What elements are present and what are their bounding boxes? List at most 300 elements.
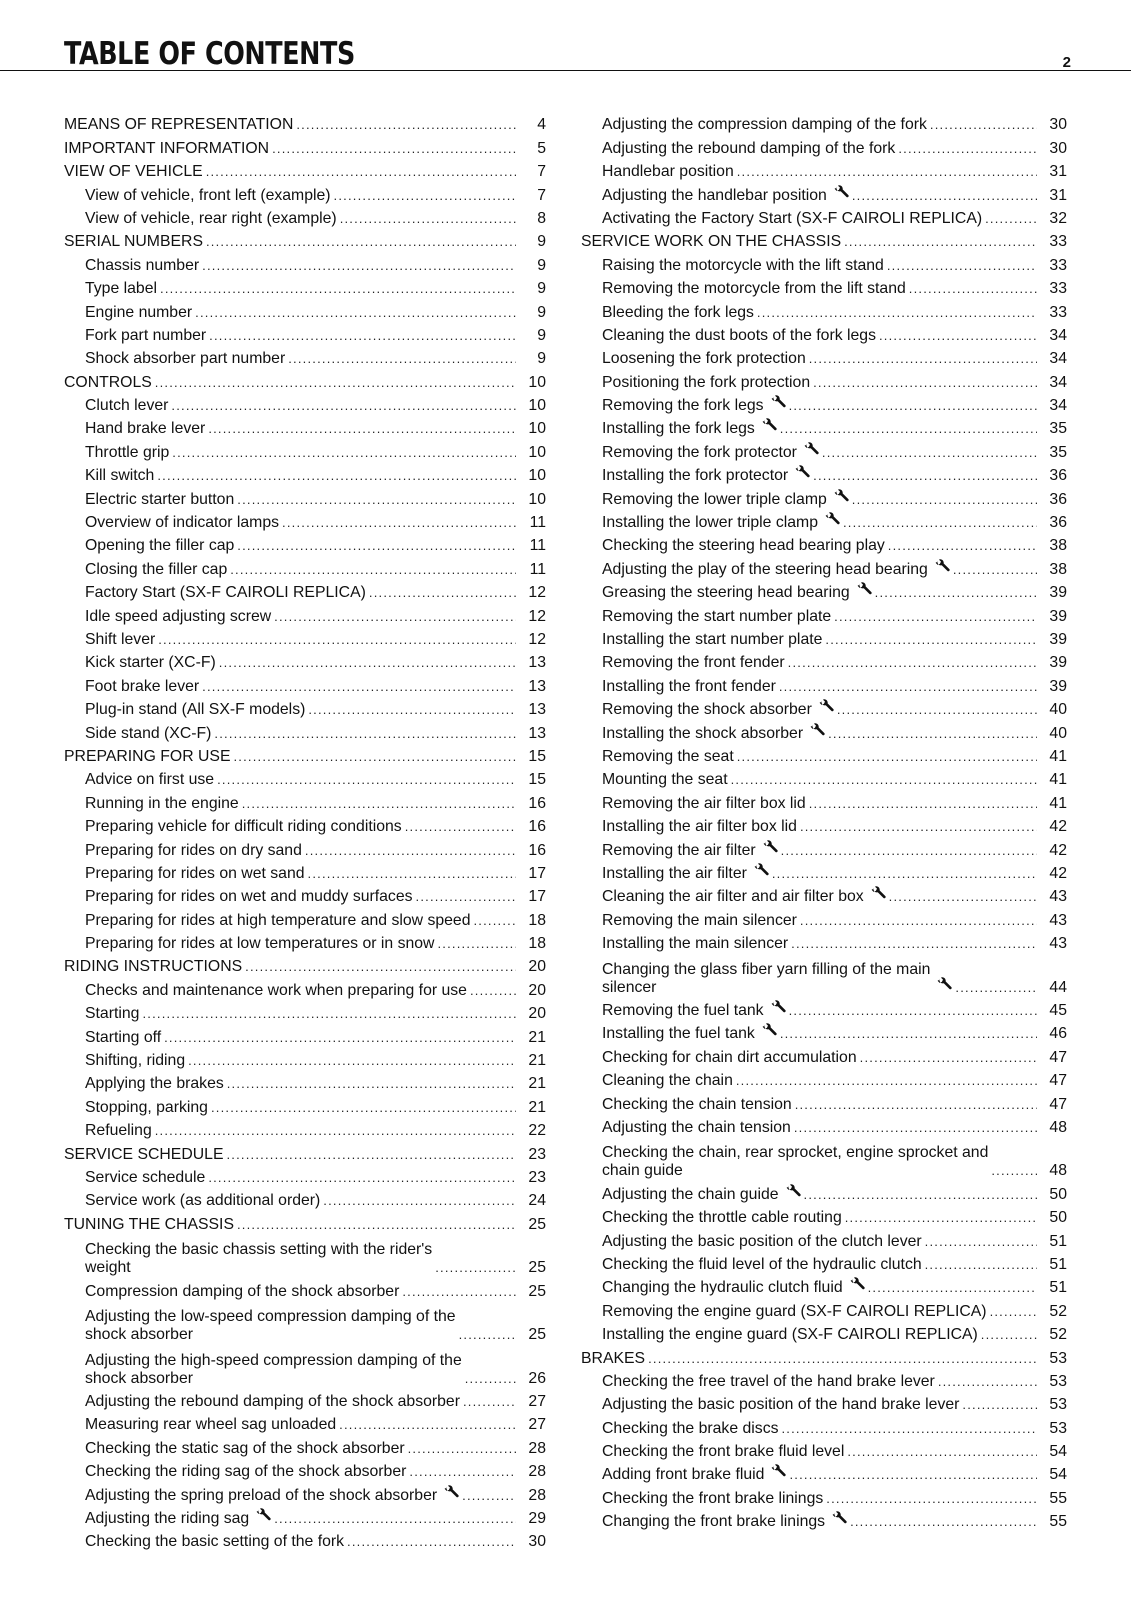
dot-leader — [925, 1233, 1037, 1251]
toc-entry[interactable] — [581, 1090, 1067, 1113]
dot-leader — [847, 1443, 1037, 1461]
toc-page-number: 42 — [1049, 818, 1067, 836]
toc-entry-title: Mounting the seat — [602, 771, 728, 789]
dot-leader — [781, 842, 1037, 860]
dot-leader — [237, 491, 516, 509]
dot-leader — [789, 1466, 1037, 1484]
toc-page-number: 36 — [1049, 490, 1067, 508]
toc-entry[interactable] — [581, 813, 1067, 836]
toc-entry[interactable] — [64, 579, 546, 602]
toc-entry[interactable] — [64, 1000, 546, 1023]
toc-entry[interactable] — [581, 1484, 1067, 1507]
dot-leader — [953, 561, 1037, 579]
toc-entry-title: Applying the brakes — [85, 1075, 224, 1093]
toc-entry[interactable] — [64, 532, 546, 555]
toc-section-entry[interactable] — [64, 1210, 546, 1233]
toc-section-entry[interactable] — [581, 228, 1067, 251]
dot-leader — [898, 140, 1037, 158]
toc-entry-title: Preparing for rides at high temperature and slow speed — [85, 911, 471, 929]
toc-page-number: 9 — [537, 233, 546, 251]
toc-page-number: 47 — [1049, 1048, 1067, 1066]
toc-entry[interactable] — [581, 532, 1067, 555]
toc-entry[interactable] — [64, 1023, 546, 1046]
toc-page-number: 16 — [528, 818, 546, 836]
toc-page-number: 53 — [1049, 1419, 1067, 1437]
toc-entry-title: Factory Start (SX-F CAIROLI REPLICA) — [85, 584, 366, 602]
dot-leader — [852, 491, 1037, 509]
toc-entry-title: Installing the fuel tank — [602, 1025, 755, 1043]
toc-entry[interactable] — [581, 205, 1067, 228]
dot-leader — [731, 771, 1037, 789]
dot-leader — [155, 374, 516, 392]
toc-entry[interactable] — [581, 649, 1067, 672]
toc-page-number: 20 — [528, 981, 546, 999]
toc-right-column — [581, 111, 1067, 1531]
toc-entry-title: Activating the Factory Start (SX-F CAIROLI REPLICA) — [602, 209, 983, 227]
toc-entry-title: Preparing for rides on wet sand — [85, 864, 305, 882]
toc-entry[interactable] — [581, 111, 1067, 134]
toc-entry[interactable] — [64, 485, 546, 508]
dot-leader — [242, 795, 516, 813]
toc-entry[interactable] — [581, 906, 1067, 929]
toc-page-number: 10 — [528, 467, 546, 485]
toc-entry[interactable] — [581, 1204, 1067, 1227]
toc-entry-title: Checking the steering head bearing play — [602, 537, 885, 555]
dot-leader — [804, 1186, 1037, 1204]
toc-entry-title: Installing the fork legs — [602, 420, 755, 438]
toc-entry[interactable] — [581, 1227, 1067, 1250]
toc-entry[interactable] — [581, 883, 1067, 906]
toc-page-number: 55 — [1049, 1513, 1067, 1531]
wrench-icon — [832, 1511, 847, 1531]
dot-leader — [789, 1002, 1037, 1020]
toc-entry[interactable] — [581, 579, 1067, 602]
dot-leader — [779, 678, 1037, 696]
toc-entry[interactable] — [64, 766, 546, 789]
toc-entry[interactable] — [64, 696, 546, 719]
toc-entry[interactable] — [64, 602, 546, 625]
dot-leader — [437, 935, 516, 953]
toc-page-number: 28 — [528, 1486, 546, 1504]
toc-entry-title: Kick starter (XC-F) — [85, 654, 216, 672]
toc-entry[interactable] — [64, 555, 546, 578]
toc-entry-title: Checking the brake discs — [602, 1419, 779, 1437]
toc-entry[interactable] — [581, 1251, 1067, 1274]
toc-entry-title: View of vehicle, front left (example) — [85, 186, 331, 204]
toc-entry[interactable] — [64, 509, 546, 532]
toc-entry[interactable] — [64, 1234, 546, 1278]
toc-page-number: 50 — [1049, 1185, 1067, 1203]
toc-entry-title: Foot brake lever — [85, 677, 200, 695]
dot-leader — [772, 865, 1037, 883]
toc-entry[interactable] — [64, 438, 546, 461]
toc-entry[interactable] — [581, 345, 1067, 368]
toc-entry[interactable] — [64, 1164, 546, 1187]
dot-leader — [470, 982, 516, 1000]
toc-entry-title: Changing the front brake linings — [602, 1513, 826, 1531]
toc-page-number: 9 — [537, 326, 546, 344]
toc-entry[interactable] — [581, 1368, 1067, 1391]
toc-page-number: 55 — [1049, 1489, 1067, 1507]
toc-entry[interactable] — [64, 1528, 546, 1551]
wrench-icon — [857, 582, 872, 602]
toc-entry-title: Plug-in stand (All SX-F models) — [85, 701, 306, 719]
toc-page-number: 46 — [1049, 1025, 1067, 1043]
toc-entry[interactable] — [64, 1344, 546, 1388]
toc-entry[interactable] — [581, 134, 1067, 157]
toc-entry[interactable] — [581, 930, 1067, 953]
toc-entry-title: Installing the air filter box lid — [602, 818, 797, 836]
toc-entry[interactable] — [581, 322, 1067, 345]
toc-entry[interactable] — [64, 415, 546, 438]
toc-entry[interactable] — [581, 298, 1067, 321]
toc-entry[interactable] — [581, 275, 1067, 298]
toc-entry[interactable] — [64, 1070, 546, 1093]
toc-entry[interactable] — [64, 860, 546, 883]
wrench-icon — [444, 1485, 459, 1505]
toc-entry[interactable] — [64, 1388, 546, 1411]
dot-leader — [435, 1259, 516, 1277]
toc-entry-title: Changing the hydraulic clutch fluid — [602, 1279, 843, 1297]
toc-entry-title: Electric starter button — [85, 490, 235, 508]
toc-entry-title: BRAKES — [581, 1349, 646, 1367]
toc-entry[interactable] — [64, 181, 546, 204]
toc-page-number: 9 — [537, 256, 546, 274]
dot-leader — [227, 1075, 516, 1093]
dot-leader — [462, 1487, 516, 1505]
toc-page-number: 39 — [1049, 630, 1067, 648]
wrench-icon — [762, 418, 777, 438]
toc-entry-title: Side stand (XC-F) — [85, 724, 212, 742]
dot-leader — [237, 1216, 516, 1234]
toc-page-number: 33 — [1049, 280, 1067, 298]
toc-entry-title: Changing the glass fiber yarn filling of the main silencer — [602, 960, 931, 996]
toc-entry-title: Checking the basic chassis setting with the rider's weight — [85, 1241, 433, 1277]
toc-entry-title: Adjusting the chain tension — [602, 1118, 791, 1136]
wrench-icon — [754, 863, 769, 883]
toc-entry-title: Refueling — [85, 1122, 152, 1140]
toc-page-number: 41 — [1049, 771, 1067, 789]
toc-section-entry[interactable] — [581, 1344, 1067, 1367]
dot-leader — [757, 304, 1037, 322]
toc-page-number: 35 — [1049, 420, 1067, 438]
toc-entry-title: Adjusting the handlebar position — [602, 186, 827, 204]
toc-entry[interactable] — [581, 1461, 1067, 1484]
toc-entry[interactable] — [64, 1434, 546, 1457]
dot-leader — [465, 1370, 516, 1388]
toc-entry[interactable] — [581, 1114, 1067, 1137]
wrench-icon — [834, 489, 849, 509]
toc-entry[interactable] — [64, 789, 546, 812]
toc-entry[interactable] — [64, 649, 546, 672]
toc-entry-title: Adjusting the play of the steering head bearing — [602, 560, 928, 578]
toc-entry-title: Hand brake lever — [85, 420, 206, 438]
toc-page-number: 22 — [528, 1122, 546, 1140]
wrench-icon — [256, 1508, 271, 1528]
toc-page-number: 39 — [1049, 654, 1067, 672]
toc-section-entry[interactable] — [64, 228, 546, 251]
toc-entry[interactable] — [581, 1137, 1067, 1181]
toc-entry[interactable] — [64, 1277, 546, 1300]
toc-entry[interactable] — [64, 275, 546, 298]
wrench-icon — [825, 512, 840, 532]
toc-page-number: 40 — [1049, 701, 1067, 719]
toc-page-number: 50 — [1049, 1209, 1067, 1227]
toc-entry-title: Engine number — [85, 303, 193, 321]
toc-entry-title: Fork part number — [85, 326, 207, 344]
toc-entry[interactable] — [581, 1321, 1067, 1344]
toc-page-number: 27 — [528, 1393, 546, 1411]
toc-entry[interactable] — [581, 743, 1067, 766]
toc-entry[interactable] — [581, 1180, 1067, 1203]
toc-page-number: 43 — [1049, 911, 1067, 929]
toc-page-number: 35 — [1049, 443, 1067, 461]
dot-leader — [852, 187, 1037, 205]
dot-leader — [795, 1096, 1037, 1114]
toc-page-number: 13 — [528, 724, 546, 742]
dot-leader — [834, 608, 1037, 626]
toc-page-number: 24 — [528, 1192, 546, 1210]
toc-entry-title: Adjusting the basic position of the hand brake lever — [602, 1396, 960, 1414]
toc-entry-title: Checking for chain dirt accumulation — [602, 1048, 857, 1066]
dot-leader — [809, 795, 1037, 813]
toc-entry[interactable] — [64, 251, 546, 274]
toc-entry[interactable] — [581, 368, 1067, 391]
toc-entry[interactable] — [64, 672, 546, 695]
toc-page-number: 33 — [1049, 233, 1067, 251]
toc-section-entry[interactable] — [64, 134, 546, 157]
toc-entry[interactable] — [64, 813, 546, 836]
toc-page-number: 44 — [1049, 978, 1067, 996]
toc-page-number: 36 — [1049, 514, 1067, 532]
toc-entry[interactable] — [64, 906, 546, 929]
toc-entry-title: Bleeding the fork legs — [602, 303, 754, 321]
toc-page-number: 33 — [1049, 303, 1067, 321]
toc-entry[interactable] — [581, 158, 1067, 181]
toc-entry[interactable] — [581, 1067, 1067, 1090]
toc-entry-title: Removing the front fender — [602, 654, 785, 672]
toc-entry-title: Service work (as additional order) — [85, 1192, 321, 1210]
toc-entry-title: Removing the air filter box lid — [602, 794, 806, 812]
toc-entry-title: Shifting, riding — [85, 1052, 186, 1070]
toc-entry[interactable] — [64, 719, 546, 742]
toc-entry-title: Advice on first use — [85, 771, 215, 789]
toc-entry[interactable] — [64, 205, 546, 228]
toc-page-number: 39 — [1049, 584, 1067, 602]
toc-page-number: 10 — [528, 373, 546, 391]
dot-leader — [323, 1192, 516, 1210]
dot-leader — [938, 1373, 1037, 1391]
toc-entry-title: Type label — [85, 280, 158, 298]
toc-section-entry[interactable] — [64, 368, 546, 391]
toc-entry[interactable] — [581, 1043, 1067, 1066]
toc-page-number: 45 — [1049, 1001, 1067, 1019]
toc-entry[interactable] — [64, 976, 546, 999]
toc-page-number: 36 — [1049, 467, 1067, 485]
toc-page-number: 38 — [1049, 537, 1067, 555]
toc-entry[interactable] — [581, 602, 1067, 625]
toc-entry[interactable] — [581, 860, 1067, 883]
toc-entry-title: Removing the lower triple clamp — [602, 490, 827, 508]
toc-page-number: 12 — [528, 584, 546, 602]
toc-entry[interactable] — [581, 509, 1067, 532]
dot-leader — [843, 514, 1037, 532]
toc-page-number: 25 — [528, 1282, 546, 1300]
dot-leader — [347, 1533, 516, 1551]
toc-entry[interactable] — [64, 1117, 546, 1140]
toc-entry[interactable] — [64, 836, 546, 859]
toc-entry[interactable] — [64, 1411, 546, 1434]
toc-entry-title: Checking the front brake linings — [602, 1489, 824, 1507]
dot-leader — [195, 304, 516, 322]
dot-leader — [860, 1049, 1037, 1067]
toc-page-number: 42 — [1049, 841, 1067, 859]
toc-entry-title: Shift lever — [85, 630, 156, 648]
toc-entry[interactable] — [64, 1505, 546, 1528]
toc-entry-title: Adjusting the high-speed compression damping of the shock absorber — [85, 1351, 462, 1387]
toc-section-entry[interactable] — [64, 743, 546, 766]
toc-entry-title: Checks and maintenance work when preparing for use — [85, 981, 467, 999]
toc-entry[interactable] — [64, 298, 546, 321]
toc-page-number: 51 — [1049, 1232, 1067, 1250]
toc-entry-title: Removing the air filter — [602, 841, 756, 859]
toc-page-number: 28 — [528, 1439, 546, 1457]
toc-entry-title: Installing the lower triple clamp — [602, 514, 818, 532]
toc-entry-title: Adjusting the compression damping of the fork — [602, 116, 927, 134]
toc-entry-title: Opening the filler cap — [85, 537, 235, 555]
page-number: 2 — [1062, 54, 1071, 71]
toc-entry[interactable] — [581, 251, 1067, 274]
toc-entry[interactable] — [581, 997, 1067, 1020]
toc-entry[interactable] — [581, 415, 1067, 438]
toc-entry-title: Shock absorber part number — [85, 350, 286, 368]
toc-entry-title: Removing the engine guard (SX-F CAIROLI REPLICA) — [602, 1302, 987, 1320]
toc-entry[interactable] — [581, 719, 1067, 742]
toc-entry[interactable] — [64, 462, 546, 485]
toc-entry[interactable] — [64, 1458, 546, 1481]
toc-page-number: 54 — [1049, 1466, 1067, 1484]
wrench-icon — [771, 1000, 786, 1020]
dot-leader — [402, 1283, 516, 1301]
toc-entry[interactable] — [581, 1414, 1067, 1437]
toc-page-number: 9 — [537, 350, 546, 368]
toc-entry-title: Adjusting the rebound damping of the shock absorber — [85, 1393, 460, 1411]
toc-entry-title: Installing the engine guard (SX-F CAIROLI REPLICA) — [602, 1326, 978, 1344]
toc-page-number: 34 — [1049, 326, 1067, 344]
toc-entry[interactable] — [581, 766, 1067, 789]
toc-entry[interactable] — [64, 930, 546, 953]
toc-entry[interactable] — [581, 1508, 1067, 1531]
toc-entry[interactable] — [581, 485, 1067, 508]
dot-leader — [334, 187, 516, 205]
toc-entry[interactable] — [581, 1020, 1067, 1043]
toc-entry[interactable] — [581, 392, 1067, 415]
toc-page-number: 53 — [1049, 1372, 1067, 1390]
toc-entry[interactable] — [581, 672, 1067, 695]
toc-entry[interactable] — [64, 345, 546, 368]
toc-entry[interactable] — [581, 438, 1067, 461]
toc-entry-title: Removing the seat — [602, 747, 734, 765]
toc-entry-title: Loosening the fork protection — [602, 350, 806, 368]
toc-entry-title: Handlebar position — [602, 163, 734, 181]
toc-entry[interactable] — [581, 1438, 1067, 1461]
toc-entry[interactable] — [581, 555, 1067, 578]
toc-page-number: 12 — [528, 607, 546, 625]
toc-page-number: 11 — [529, 560, 546, 578]
toc-page-number: 5 — [537, 139, 546, 157]
dot-leader — [202, 678, 516, 696]
toc-entry[interactable] — [581, 1274, 1067, 1297]
toc-page-number: 7 — [537, 163, 546, 181]
toc-entry-title: Measuring rear wheel sag unloaded — [85, 1416, 337, 1434]
dot-leader — [648, 1350, 1037, 1368]
toc-entry[interactable] — [64, 322, 546, 345]
wrench-icon — [937, 977, 952, 997]
dot-leader — [789, 397, 1037, 415]
toc-page-number: 10 — [528, 490, 546, 508]
toc-entry[interactable] — [64, 392, 546, 415]
toc-page-number: 18 — [528, 911, 546, 929]
toc-entry[interactable] — [581, 696, 1067, 719]
toc-entry[interactable] — [581, 836, 1067, 859]
dot-leader — [981, 1326, 1037, 1344]
toc-section-entry[interactable] — [64, 111, 546, 134]
toc-entry-title: Preparing for rides on wet and muddy surfaces — [85, 888, 413, 906]
toc-page-number: 30 — [1049, 116, 1067, 134]
dot-leader — [308, 865, 516, 883]
toc-page-number: 32 — [1049, 209, 1067, 227]
toc-entry[interactable] — [581, 462, 1067, 485]
toc-entry[interactable] — [64, 626, 546, 649]
toc-entry[interactable] — [64, 1047, 546, 1070]
toc-entry-title: Chassis number — [85, 256, 200, 274]
toc-entry[interactable] — [581, 953, 1067, 997]
toc-page-number: 12 — [528, 630, 546, 648]
toc-page-number: 47 — [1049, 1072, 1067, 1090]
toc-entry[interactable] — [64, 1187, 546, 1210]
dot-leader — [809, 350, 1037, 368]
toc-page-number: 26 — [528, 1369, 546, 1387]
toc-page-number: 16 — [528, 794, 546, 812]
dot-leader — [282, 514, 516, 532]
toc-page-number: 10 — [528, 420, 546, 438]
toc-section-entry[interactable] — [64, 953, 546, 976]
toc-entry[interactable] — [64, 1301, 546, 1345]
toc-entry[interactable] — [581, 789, 1067, 812]
toc-section-entry[interactable] — [64, 158, 546, 181]
wrench-icon — [871, 886, 886, 906]
toc-entry[interactable] — [581, 626, 1067, 649]
wrench-icon — [810, 723, 825, 743]
toc-entry[interactable] — [581, 1391, 1067, 1414]
toc-entry[interactable] — [581, 1297, 1067, 1320]
toc-entry-title: Kill switch — [85, 467, 155, 485]
toc-entry-title: Adjusting the riding sag — [85, 1509, 250, 1527]
wrench-icon — [834, 185, 849, 205]
toc-entry-title: Cleaning the dust boots of the fork legs — [602, 326, 876, 344]
toc-entry[interactable] — [64, 1093, 546, 1116]
toc-entry[interactable] — [581, 181, 1067, 204]
dot-leader — [233, 748, 516, 766]
toc-entry[interactable] — [64, 1481, 546, 1504]
toc-entry[interactable] — [64, 883, 546, 906]
dot-leader — [991, 1162, 1037, 1180]
toc-section-entry[interactable] — [64, 1140, 546, 1163]
dot-leader — [164, 1029, 516, 1047]
toc-page-number: 53 — [1049, 1396, 1067, 1414]
toc-entry-title: Throttle grip — [85, 443, 170, 461]
dot-leader — [230, 561, 516, 579]
